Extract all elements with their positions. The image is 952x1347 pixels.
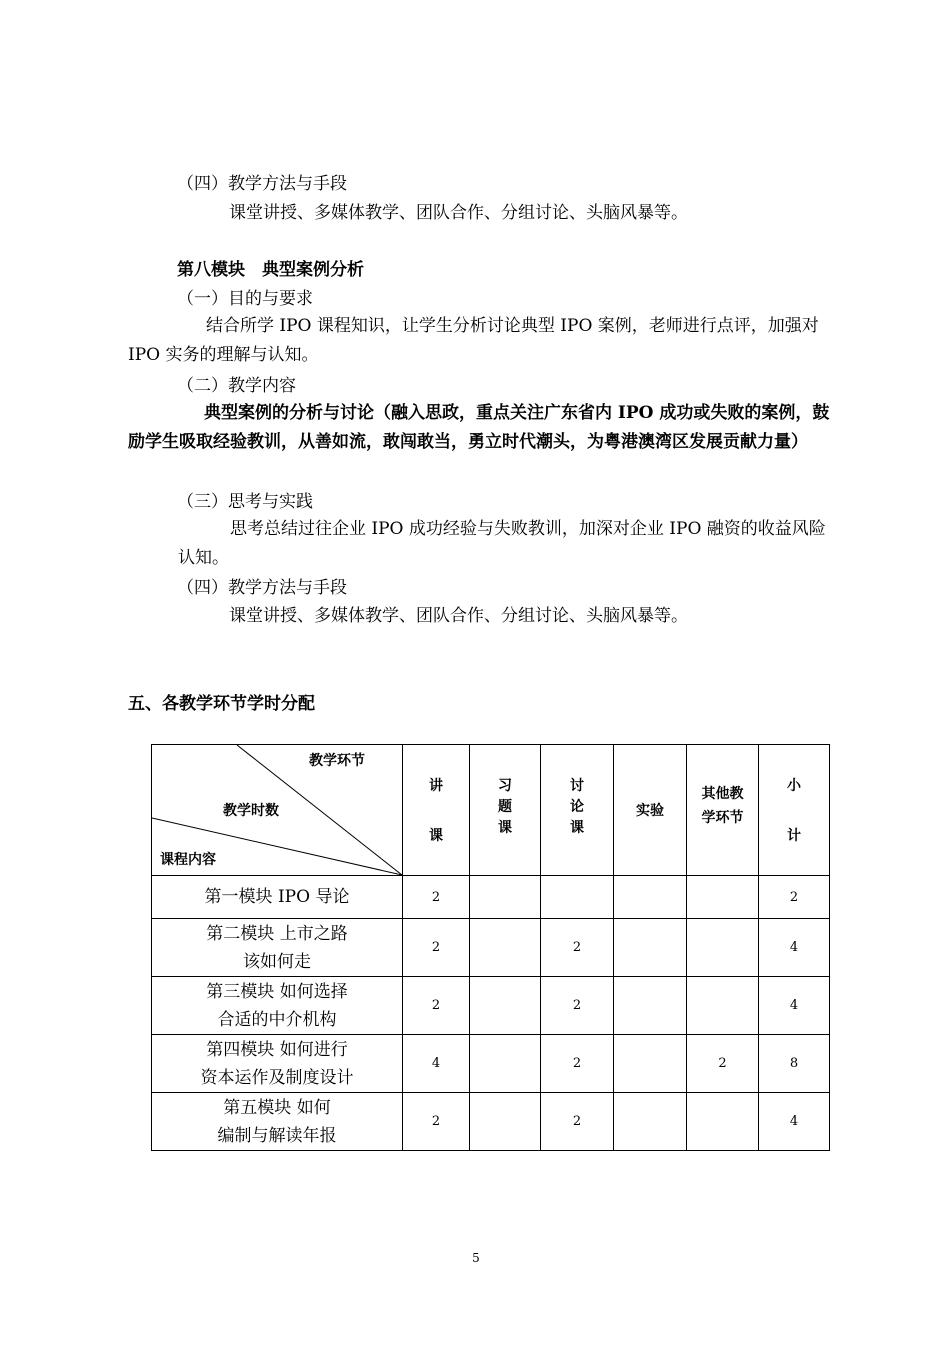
cell-exercise (470, 1035, 541, 1093)
row-label: 第三模块 如何选择 合适的中介机构 (152, 977, 403, 1035)
cell-other: 2 (687, 1035, 759, 1093)
row-label: 第一模块 IPO 导论 (152, 876, 403, 919)
col-header-discussion-line3: 课 (570, 820, 584, 836)
cell-experiment (614, 1093, 687, 1151)
corner-label-mid: 教学时数 (223, 803, 279, 819)
cell-experiment (614, 876, 687, 919)
col-header-exercise (470, 745, 541, 876)
col-header-exercise-line1: 习 (498, 778, 512, 794)
cell-exercise (470, 876, 541, 919)
section5-title: 五、各教学环节学时分配 (128, 694, 315, 714)
col-header-lecture-line2: 课 (429, 828, 443, 844)
practice-heading: （三）思考与实践 (177, 492, 313, 512)
cell-experiment (614, 1035, 687, 1093)
cell-lecture: 4 (403, 1035, 470, 1093)
col-header-lecture (403, 745, 470, 876)
methods-text-prev: 课堂讲授、多媒体教学、团队合作、分组讨论、头脑风暴等。 (229, 203, 688, 223)
cell-subtotal: 2 (759, 876, 830, 919)
table-row (152, 977, 830, 1035)
hours-allocation-table (151, 744, 830, 1151)
methods-text: 课堂讲授、多媒体教学、团队合作、分组讨论、头脑风暴等。 (229, 606, 688, 626)
cell-exercise (470, 977, 541, 1035)
cell-other (687, 1093, 759, 1151)
col-header-other-line2: 学环节 (701, 810, 744, 826)
table-row (152, 919, 830, 977)
cell-experiment (614, 919, 687, 977)
cell-discussion (541, 876, 614, 919)
col-header-subtotal-line2: 计 (787, 828, 801, 844)
col-header-other-line1: 其他教 (701, 786, 744, 802)
practice-text: 思考总结过往企业 IPO 成功经验与失败教训，加深对企业 IPO 融资的收益风险认知。 (178, 519, 826, 568)
cell-subtotal: 4 (759, 919, 830, 977)
cell-discussion: 2 (541, 1093, 614, 1151)
methods-heading: （四）教学方法与手段 (177, 578, 347, 598)
col-header-subtotal-line1: 小 (787, 778, 801, 794)
table-header-row (152, 745, 830, 876)
cell-experiment (614, 977, 687, 1035)
cell-lecture: 2 (403, 977, 470, 1035)
cell-other (687, 977, 759, 1035)
cell-exercise (470, 919, 541, 977)
col-header-exercise-line3: 课 (498, 820, 512, 836)
module8-title: 第八模块 典型案例分析 (177, 260, 364, 280)
row-label: 第四模块 如何进行 资本运作及制度设计 (152, 1035, 403, 1093)
cell-other (687, 919, 759, 977)
table-row (152, 876, 830, 919)
col-header-discussion-line2: 论 (570, 799, 584, 815)
corner-label-top: 教学环节 (309, 753, 365, 769)
col-header-exercise-line2: 题 (498, 799, 512, 815)
cell-discussion: 2 (541, 977, 614, 1035)
content-text: 典型案例的分析与讨论（融入思政，重点关注广东省内 IPO 成功或失败的案例，鼓励学生吸取经验教训，从善如流，敢闯敢当，勇立时代潮头，为粤港澳湾区发展贡献力量） (128, 403, 830, 452)
col-header-experiment (614, 745, 687, 876)
cell-discussion: 2 (541, 919, 614, 977)
page-number: 5 (472, 1251, 480, 1265)
cell-discussion: 2 (541, 1035, 614, 1093)
content-heading: （二）教学内容 (177, 376, 296, 396)
methods-heading-prev: （四）教学方法与手段 (177, 174, 347, 194)
col-header-subtotal (759, 745, 830, 876)
row-label: 第二模块 上市之路 该如何走 (152, 919, 403, 977)
col-header-experiment-line1: 实验 (636, 803, 664, 819)
cell-subtotal: 4 (759, 1093, 830, 1151)
row-label: 第五模块 如何 编制与解读年报 (152, 1093, 403, 1151)
table-row (152, 1093, 830, 1151)
cell-other (687, 876, 759, 919)
col-header-discussion-line1: 讨 (570, 778, 584, 794)
cell-lecture: 2 (403, 876, 470, 919)
table-row (152, 1035, 830, 1093)
cell-lecture: 2 (403, 919, 470, 977)
corner-label-bottom: 课程内容 (160, 852, 216, 868)
cell-lecture: 2 (403, 1093, 470, 1151)
cell-subtotal: 4 (759, 977, 830, 1035)
goal-text: 结合所学 IPO 课程知识，让学生分析讨论典型 IPO 案例，老师进行点评，加强对 IPO 实务的理解与认知。 (128, 316, 819, 365)
goal-heading: （一）目的与要求 (177, 289, 313, 309)
cell-exercise (470, 1093, 541, 1151)
cell-subtotal: 8 (759, 1035, 830, 1093)
col-header-lecture-line1: 讲 (429, 778, 443, 794)
diagonal-header-cell (152, 745, 403, 876)
col-header-other (687, 745, 759, 876)
col-header-discussion (541, 745, 614, 876)
